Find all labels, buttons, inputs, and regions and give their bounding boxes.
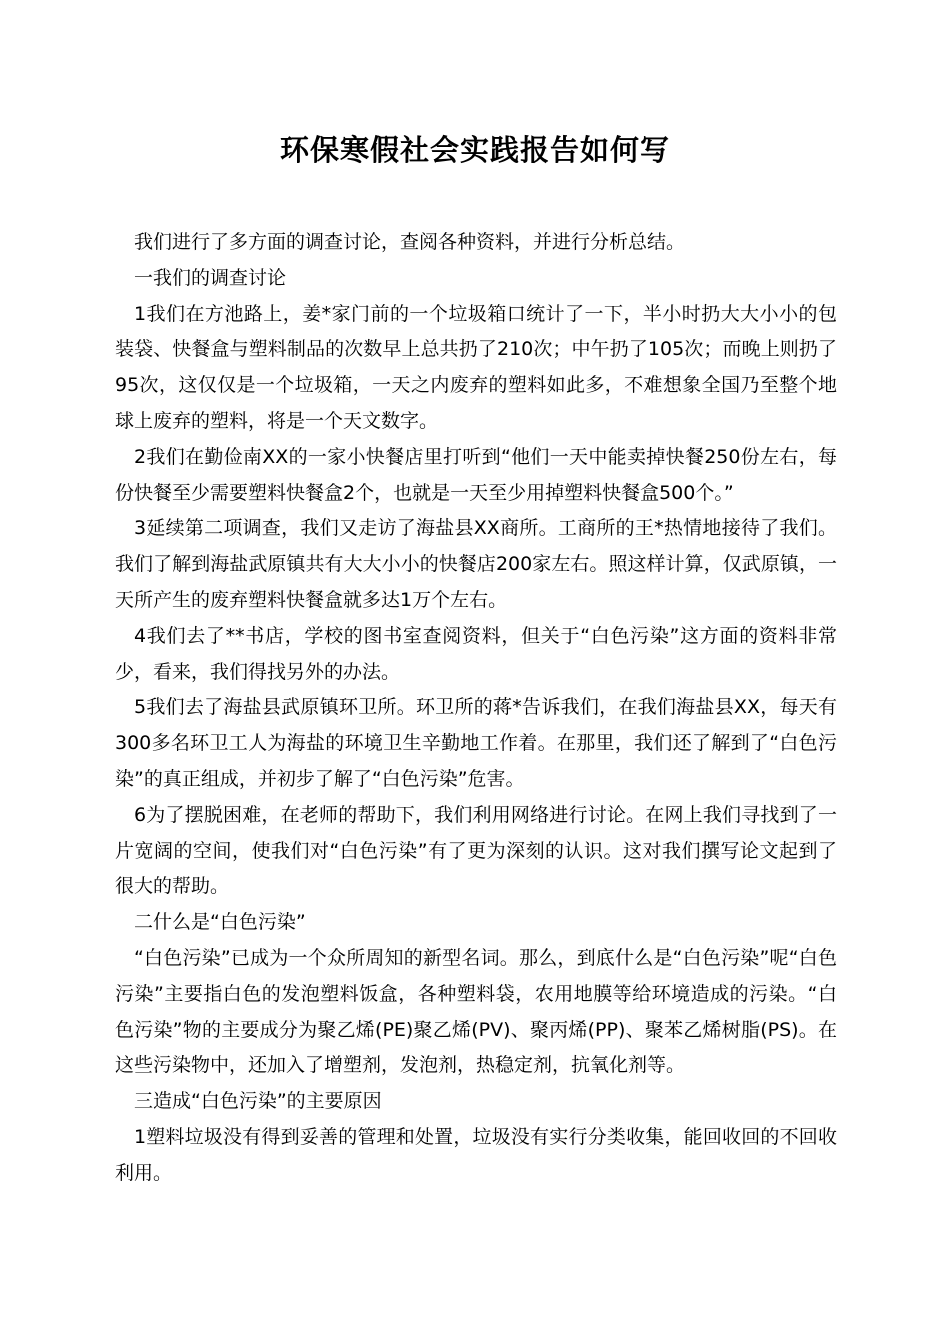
document-title: 环保寒假社会实践报告如何写 bbox=[279, 133, 670, 167]
paragraph-intro: 我们进行了多方面的调查讨论，查阅各种资料，并进行分析总结。 bbox=[134, 231, 686, 253]
paragraph-survey-4: 4我们去了**书店，学校的图书室查阅资料，但关于“白色污染”这方面的资料非常少，看来，我们得找另外的办法。 bbox=[115, 624, 837, 683]
section-heading-3: 三造成“白色污染”的主要原因 bbox=[134, 1090, 382, 1113]
section-heading-1: 一我们的调查讨论 bbox=[134, 266, 287, 289]
paragraph-survey-2: 2我们在勤俭南XX的一家小快餐店里打听到“他们一天中能卖掉快餐250份左右，每份快餐至少需要塑料快餐盒2个，也就是一天至少用掉塑料快餐盒500个。” bbox=[115, 445, 837, 504]
section-heading-2: 二什么是“白色污染” bbox=[134, 911, 306, 934]
document-body bbox=[115, 225, 837, 1192]
paragraph-cause-1: 1塑料垃圾没有得到妥善的管理和处置，垃圾没有实行分类收集，能回收回的不回收利用。 bbox=[115, 1125, 837, 1184]
paragraph-definition: “白色污染”已成为一个众所周知的新型名词。那么，到底什么是“白色污染”呢“白色污染”主要指白色的发泡塑料饭盒，各种塑料袋，农用地膜等给环境造成的污染。“白色污染”物的主要成分为聚乙烯(PE)聚乙烯(PV)、聚丙烯(PP)、聚苯乙烯树脂(PS)。在这些污染物中，还加入了增塑剂，发泡剂，热稳定剂，抗氧化剂等。 bbox=[115, 946, 837, 1077]
paragraph-survey-3: 3延续第二项调查，我们又走访了海盐县XX商所。工商所的王*热情地接待了我们。我们了解到海盐武原镇共有大大小小的快餐店200家左右。照这样计算，仅武原镇，一天所产生的废弃塑料快餐盒就多达1万个左右。 bbox=[115, 517, 837, 611]
paragraph-survey-5: 5我们去了海盐县武原镇环卫所。环卫所的蒋*告诉我们，在我们海盐县XX，每天有300多名环卫工人为海盐的环境卫生辛勤地工作着。在那里，我们还了解到了“白色污染”的真正组成，并初步了解了“白色污染”危害。 bbox=[115, 696, 837, 790]
paragraph-survey-6: 6为了摆脱困难，在老师的帮助下，我们利用网络进行讨论。在网上我们寻找到了一片宽阔的空间，使我们对“白色污染”有了更为深刻的认识。这对我们撰写论文起到了很大的帮助。 bbox=[115, 803, 837, 898]
paragraph-survey-1: 1我们在方池路上，姜*家门前的一个垃圾箱口统计了一下，半小时扔大大小小的包装袋、快餐盒与塑料制品的次数早上总共扔了210次；中午扔了105次；而晚上则扔了95次，这仅仅是一个垃圾箱，一天之内废弃的塑料如此多，不难想象全国乃至整个地球上废弃的塑料，将是一个天文数字。 bbox=[115, 302, 837, 432]
